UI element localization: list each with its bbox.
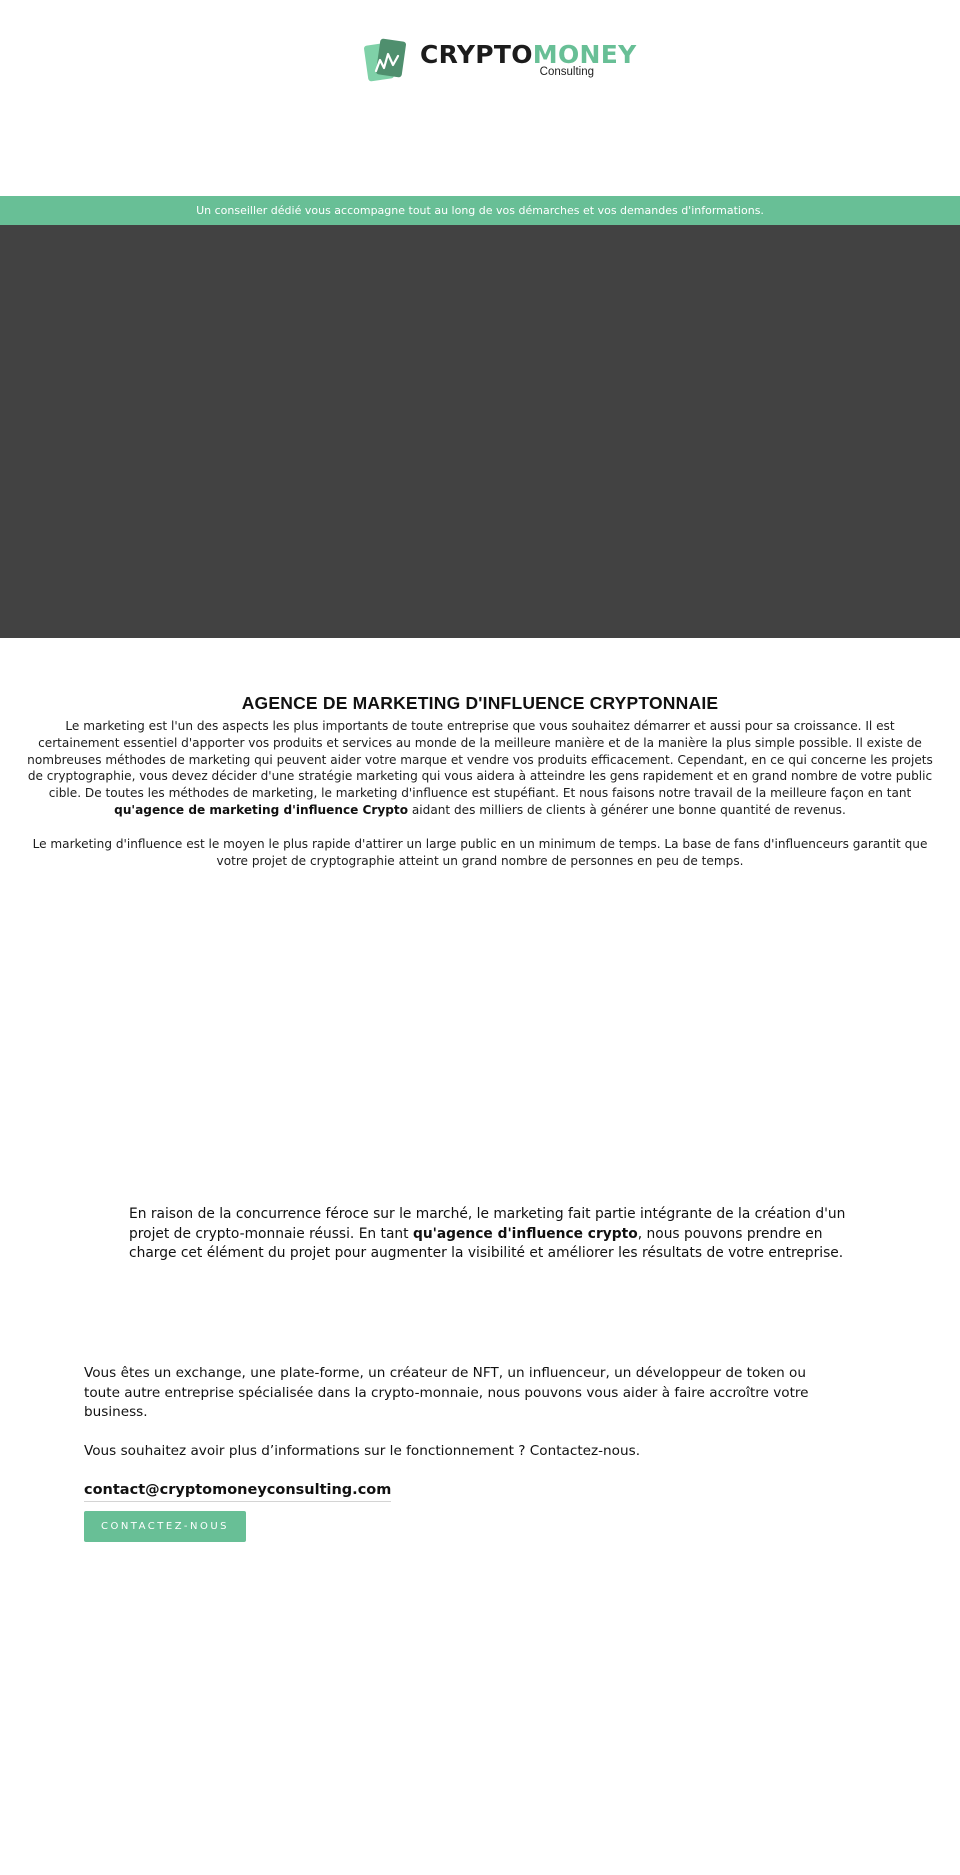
intro-p1-text: Le marketing est l'un des aspects les plus importants de toute entreprise que vous souhaitez démarrer et aussi pour sa croissance. Il est certainement essentiel d'apporter vos produits et services au monde de la meilleure manière et de la manière la plus simple possible. Il existe de nombreuses méthodes de marketing qui peuvent aider votre marque et vendre vos produits efficacement. Cependant, en ce qui concerne les projets de cryptographie, vous devez décider d'une stratégie marketing qui vous aidera à atteindre les gens rapidement et en grand nombre de votre public cible. De toutes les méthodes de marketing, le marketing d'influence est stupéfiant. Et nous faisons notre travail de la meilleure façon en tant [27, 719, 933, 801]
brand-logo[interactable] [364, 38, 637, 84]
contact-paragraph-1: Vous êtes un exchange, une plate-forme, un créateur de NFT, un influenceur, un développeur de token ou toute autre entreprise spécialisée dans la crypto-monnaie, nous pouvons vous aider à faire accroître votre business. [84, 1365, 809, 1421]
contact-paragraph-2: Vous souhaitez avoir plus d’informations sur le fonctionnement ? Contactez-nous. [84, 1442, 641, 1459]
brand-subtitle: Consulting [539, 66, 594, 78]
intro-paragraph-2: Le marketing d'influence est le moyen le plus rapide d'attirer un large public en un minimum de temps. La base de fans d'influenceurs garantit que votre projet de cryptographie atteint un grand nombre de personnes en peu de temps. [32, 836, 928, 868]
quote-text-start: En raison de la concurrence féroce sur le marché, le marketing fait partie intégrante de la création d'un projet de crypto-monnaie réussi. En tant [129, 1206, 846, 1242]
intro-section [26, 692, 934, 869]
brand-name-part1: CRYPTO [420, 40, 533, 69]
brand-wordmark [420, 40, 637, 70]
contact-button[interactable]: CONTACTEZ-NOUS [84, 1511, 246, 1542]
page-title: AGENCE DE MARKETING D'INFLUENCE CRYPTONNAIE [241, 693, 719, 713]
intro-p1-highlight: qu'agence de marketing d'influence Crypto [114, 802, 409, 817]
intro-paragraph-1 [26, 718, 934, 819]
cards-chart-logo-icon [364, 38, 410, 84]
site-header [0, 0, 960, 196]
announcement-bar: Un conseiller dédié vous accompagne tout au long de vos démarches et vos demandes d'informations. [0, 196, 960, 225]
contact-email-link[interactable]: contact@cryptomoneyconsulting.com [84, 1480, 391, 1502]
quote-text-end: , nous pouvons prendre en charge cet élément du projet pour augmenter la visibilité et améliorer les résultats de votre entreprise. [129, 1225, 844, 1261]
hero-banner [0, 225, 960, 638]
brand-name-part2: MONEY [532, 40, 637, 69]
highlight-quote [129, 1205, 874, 1264]
quote-highlight: qu'agence d'influence crypto [412, 1225, 638, 1242]
intro-p1-tail: aidant des milliers de clients à générer une bonne quantité de revenus. [411, 802, 846, 817]
contact-section [84, 1364, 824, 1542]
